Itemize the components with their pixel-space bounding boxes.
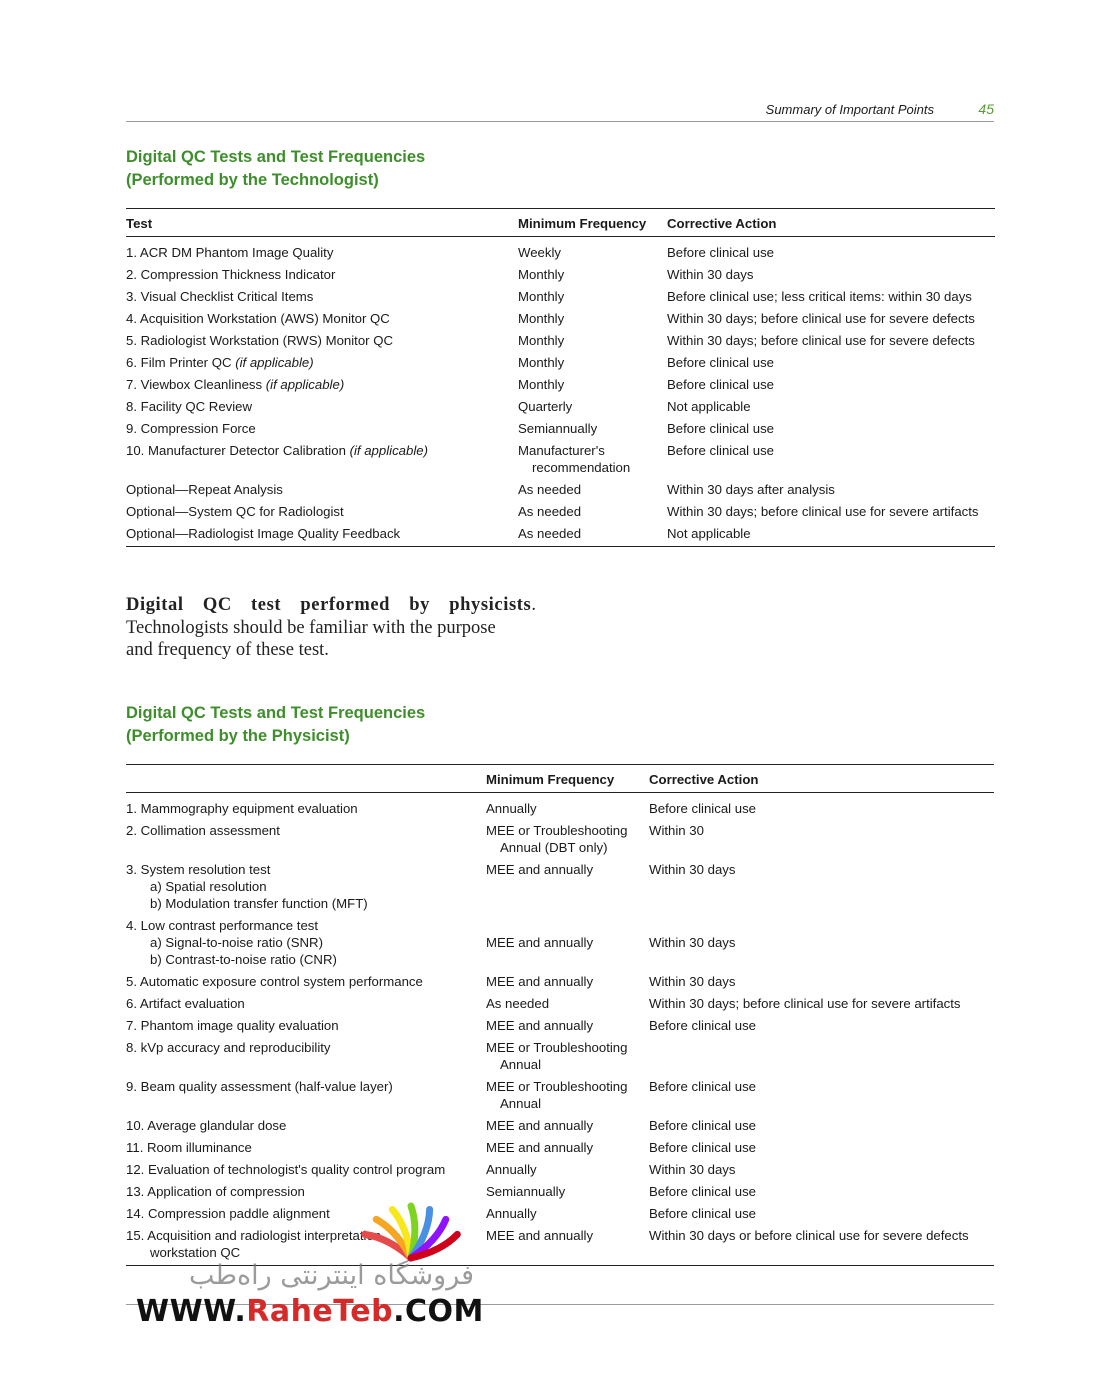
action-cell <box>667 286 995 308</box>
action-value: Within 30 days <box>667 267 754 282</box>
column-header-action: Corrective Action <box>649 765 994 793</box>
table-row <box>126 1076 994 1115</box>
table-row <box>126 523 995 547</box>
action-value: Not applicable <box>667 399 751 414</box>
action-value: Within 30 days after analysis <box>667 482 835 497</box>
section1-title-line1: Digital QC Tests and Test Frequencies <box>126 148 426 166</box>
test-cell <box>126 1015 486 1037</box>
frequency-cell <box>518 264 667 286</box>
action-value: Before clinical use <box>649 1018 757 1033</box>
table-row <box>126 993 994 1015</box>
table-row <box>126 396 995 418</box>
frequency-value: Annually <box>486 801 537 816</box>
table-row <box>126 479 995 501</box>
test-name: 5. Radiologist Workstation (RWS) Monitor QC <box>126 333 394 348</box>
section2-title <box>126 702 425 748</box>
test-name: 6. Film Printer QC <box>126 355 232 370</box>
test-cell <box>126 993 486 1015</box>
frequency-value-line2: Annual <box>500 1057 542 1072</box>
frequency-value: MEE and annually <box>486 862 594 877</box>
frequency-cell <box>486 1159 649 1181</box>
action-value: Before clinical use <box>649 801 757 816</box>
page-header <box>126 100 994 122</box>
frequency-value-line2: recommendation <box>532 460 631 475</box>
frequency-value-line2: Annual <box>500 1096 542 1111</box>
frequency-value: MEE or Troubleshooting <box>486 823 628 838</box>
frequency-cell <box>518 237 667 264</box>
action-value: Within 30 days; before clinical use for severe artifacts <box>667 504 979 519</box>
test-name: 7. Phantom image quality evaluation <box>126 1018 339 1033</box>
test-cell <box>126 264 518 286</box>
table-row <box>126 352 995 374</box>
test-name: Optional—System QC for Radiologist <box>126 504 344 519</box>
table-row <box>126 440 995 479</box>
test-note: (if applicable) <box>235 355 314 370</box>
test-name: 3. System resolution test <box>126 862 271 877</box>
frequency-value: Annually <box>486 1206 537 1221</box>
action-value: Within 30 days <box>649 974 736 989</box>
test-subitem: workstation QC <box>150 1245 241 1260</box>
test-name: 4. Acquisition Workstation (AWS) Monitor QC <box>126 311 390 326</box>
action-cell <box>667 237 995 264</box>
action-cell <box>649 1181 994 1203</box>
physicist-intro-paragraph <box>126 594 540 662</box>
test-name: 3. Visual Checklist Critical Items <box>126 289 314 304</box>
frequency-value: MEE and annually <box>486 1018 594 1033</box>
frequency-cell <box>518 479 667 501</box>
frequency-cell <box>518 440 667 479</box>
section2-title-line1: Digital QC Tests and Test Frequencies <box>126 704 426 722</box>
table-row <box>126 1015 994 1037</box>
frequency-cell <box>486 1115 649 1137</box>
test-cell <box>126 820 486 859</box>
table-row <box>126 264 995 286</box>
table-row <box>126 1115 994 1137</box>
watermark-url-prefix: WWW. <box>136 1294 247 1329</box>
frequency-value: Weekly <box>518 245 561 260</box>
test-name: 2. Compression Thickness Indicator <box>126 267 336 282</box>
action-value: Before clinical use; less critical items: within 30 days <box>667 289 972 304</box>
action-value: Before clinical use <box>667 443 775 458</box>
action-cell <box>649 1115 994 1137</box>
frequency-value-line2: Annual (DBT only) <box>500 840 608 855</box>
test-subitem: a) Signal-to-noise ratio (SNR) <box>150 935 323 950</box>
action-cell <box>667 396 995 418</box>
table-row <box>126 1159 994 1181</box>
test-cell <box>126 330 518 352</box>
action-cell <box>649 793 994 820</box>
technologist-qc-table <box>126 208 995 547</box>
section1-title-line2: (Performed by the Technologist) <box>126 171 379 189</box>
test-name: 1. ACR DM Phantom Image Quality <box>126 245 334 260</box>
table-row <box>126 859 994 915</box>
frequency-cell <box>518 501 667 523</box>
action-cell <box>649 1159 994 1181</box>
action-value: Before clinical use <box>649 1184 757 1199</box>
column-header-action: Corrective Action <box>667 209 995 237</box>
action-value: Within 30 days; before clinical use for severe defects <box>667 311 975 326</box>
action-cell <box>667 501 995 523</box>
action-value: Before clinical use <box>667 421 775 436</box>
table-row <box>126 501 995 523</box>
action-cell <box>667 479 995 501</box>
action-cell <box>667 418 995 440</box>
frequency-value: Monthly <box>518 311 565 326</box>
table-row <box>126 1137 994 1159</box>
action-cell <box>667 264 995 286</box>
action-cell <box>649 859 994 915</box>
frequency-cell <box>486 1037 649 1076</box>
frequency-cell <box>486 1181 649 1203</box>
test-cell <box>126 1159 486 1181</box>
frequency-cell <box>518 523 667 547</box>
action-cell <box>649 1225 994 1266</box>
frequency-value: MEE or Troubleshooting <box>486 1040 628 1055</box>
frequency-value: Monthly <box>518 377 565 392</box>
test-name: 4. Low contrast performance test <box>126 918 319 933</box>
section1-title <box>126 146 425 192</box>
test-cell <box>126 501 518 523</box>
table-header-row <box>126 765 994 793</box>
frequency-cell <box>518 352 667 374</box>
test-cell <box>126 793 486 820</box>
table-row <box>126 308 995 330</box>
frequency-cell <box>486 1076 649 1115</box>
test-name: 5. Automatic exposure control system performance <box>126 974 423 989</box>
action-value: Within 30 days <box>649 862 736 877</box>
test-cell <box>126 1115 486 1137</box>
frequency-value: MEE and annually <box>486 1118 594 1133</box>
action-value: Before clinical use <box>649 1118 757 1133</box>
column-header-frequency: Minimum Frequency <box>518 209 667 237</box>
frequency-value: Monthly <box>518 267 565 282</box>
action-cell <box>667 352 995 374</box>
table-row <box>126 237 995 264</box>
table-header-row <box>126 209 995 237</box>
action-value: Before clinical use <box>649 1206 757 1221</box>
frequency-cell <box>486 971 649 993</box>
test-subitem: b) Modulation transfer function (MFT) <box>150 896 368 911</box>
frequency-value: Monthly <box>518 355 565 370</box>
action-value: Within 30 days <box>649 1162 736 1177</box>
table-row <box>126 286 995 308</box>
action-cell <box>649 993 994 1015</box>
test-name: 1. Mammography equipment evaluation <box>126 801 358 816</box>
paragraph-line2: Technologists should be familiar with the purpose <box>126 617 496 638</box>
table-row <box>126 418 995 440</box>
test-cell <box>126 1137 486 1159</box>
book-fan-logo-icon <box>352 1198 470 1262</box>
frequency-value: MEE and annually <box>486 974 594 989</box>
column-header-test <box>126 765 486 793</box>
test-name: 7. Viewbox Cleanliness <box>126 377 263 392</box>
test-cell <box>126 308 518 330</box>
test-name: 10. Manufacturer Detector Calibration <box>126 443 346 458</box>
paragraph-lead: Digital QC test performed by physicists <box>126 595 532 615</box>
test-cell <box>126 971 486 993</box>
action-cell <box>649 1137 994 1159</box>
frequency-value: Annually <box>486 1162 537 1177</box>
frequency-value: As needed <box>486 996 550 1011</box>
test-subitem: a) Spatial resolution <box>150 879 267 894</box>
frequency-cell <box>486 915 649 971</box>
paragraph-line3: and frequency of these test. <box>126 640 329 660</box>
frequency-value: Quarterly <box>518 399 573 414</box>
test-name: 12. Evaluation of technologist's quality control program <box>126 1162 446 1177</box>
frequency-value: Monthly <box>518 289 565 304</box>
action-cell <box>649 1203 994 1225</box>
action-value: Within 30 days; before clinical use for severe artifacts <box>649 996 961 1011</box>
test-cell <box>126 915 486 971</box>
test-name: 9. Compression Force <box>126 421 256 436</box>
test-name: 9. Beam quality assessment (half-value layer) <box>126 1079 393 1094</box>
frequency-cell <box>486 793 649 820</box>
frequency-cell <box>486 859 649 915</box>
action-cell <box>649 1015 994 1037</box>
frequency-value: Monthly <box>518 333 565 348</box>
column-header-test: Test <box>126 209 518 237</box>
frequency-value: MEE and annually <box>486 934 594 950</box>
test-cell <box>126 286 518 308</box>
frequency-value: Semiannually <box>486 1184 566 1199</box>
running-title: Summary of Important Points <box>765 102 934 117</box>
action-cell <box>667 440 995 479</box>
physicist-qc-table <box>126 764 994 1266</box>
frequency-cell <box>486 993 649 1015</box>
test-name: 11. Room illuminance <box>126 1140 252 1155</box>
action-cell <box>667 374 995 396</box>
action-cell <box>649 1037 994 1076</box>
frequency-cell <box>518 286 667 308</box>
test-cell <box>126 237 518 264</box>
frequency-cell <box>486 1137 649 1159</box>
page-number: 45 <box>978 101 994 117</box>
action-value: Before clinical use <box>649 1140 757 1155</box>
test-subitem: b) Contrast-to-noise ratio (CNR) <box>150 952 337 967</box>
paragraph-lead-end: . <box>531 595 536 615</box>
test-cell <box>126 1037 486 1076</box>
action-value: Before clinical use <box>649 1079 757 1094</box>
action-value: Not applicable <box>667 526 751 541</box>
paragraph-line1 <box>126 594 540 617</box>
table-row <box>126 915 994 971</box>
test-name: 15. Acquisition and radiologist interpretation <box>126 1228 382 1243</box>
test-name: 6. Artifact evaluation <box>126 996 245 1011</box>
table-row <box>126 330 995 352</box>
test-name: 8. kVp accuracy and reproducibility <box>126 1040 331 1055</box>
frequency-cell <box>486 1203 649 1225</box>
watermark-url-brand: RaheTeb <box>246 1294 394 1329</box>
frequency-value: As needed <box>518 504 582 519</box>
test-cell <box>126 859 486 915</box>
test-cell <box>126 1076 486 1115</box>
column-header-frequency: Minimum Frequency <box>486 765 649 793</box>
frequency-cell <box>518 418 667 440</box>
test-cell <box>126 352 518 374</box>
frequency-value: MEE and annually <box>486 1140 594 1155</box>
watermark-url-suffix: .COM <box>393 1294 484 1329</box>
action-cell <box>667 523 995 547</box>
test-name: 13. Application of compression <box>126 1184 305 1199</box>
action-cell <box>649 971 994 993</box>
test-cell <box>126 396 518 418</box>
action-cell <box>667 330 995 352</box>
test-name: 8. Facility QC Review <box>126 399 253 414</box>
action-value: Before clinical use <box>667 377 775 392</box>
action-value: Within 30 <box>649 823 704 838</box>
table-row <box>126 971 994 993</box>
watermark-url <box>136 1294 484 1329</box>
action-value: Before clinical use <box>667 355 775 370</box>
action-cell <box>667 308 995 330</box>
test-cell <box>126 479 518 501</box>
frequency-cell <box>518 330 667 352</box>
frequency-value: Semiannually <box>518 421 598 436</box>
test-cell <box>126 418 518 440</box>
frequency-cell <box>518 308 667 330</box>
test-cell <box>126 440 518 479</box>
action-cell <box>649 820 994 859</box>
test-name: 10. Average glandular dose <box>126 1118 287 1133</box>
frequency-cell <box>518 396 667 418</box>
test-name: 14. Compression paddle alignment <box>126 1206 330 1221</box>
action-cell <box>649 1076 994 1115</box>
raheteb-watermark <box>130 1196 484 1336</box>
action-value: Within 30 days or before clinical use for severe defects <box>649 1228 969 1243</box>
frequency-cell <box>486 820 649 859</box>
table-row <box>126 1037 994 1076</box>
test-name: Optional—Repeat Analysis <box>126 482 283 497</box>
frequency-value: As needed <box>518 482 582 497</box>
frequency-value: As needed <box>518 526 582 541</box>
test-note: (if applicable) <box>349 443 429 458</box>
action-value: Before clinical use <box>667 245 775 260</box>
frequency-value: MEE or Troubleshooting <box>486 1079 628 1094</box>
action-value: Within 30 days; before clinical use for severe defects <box>667 333 975 348</box>
action-value: Within 30 days <box>649 934 736 950</box>
frequency-cell <box>486 1015 649 1037</box>
frequency-value: Manufacturer's <box>518 443 605 458</box>
test-cell <box>126 523 518 547</box>
table-row <box>126 820 994 859</box>
frequency-cell <box>486 1225 649 1266</box>
table-row <box>126 793 994 820</box>
action-cell <box>649 915 994 971</box>
frequency-value: MEE and annually <box>486 1228 594 1243</box>
frequency-cell <box>518 374 667 396</box>
test-name: 2. Collimation assessment <box>126 823 280 838</box>
test-note: (if applicable) <box>265 377 345 392</box>
section2-title-line2: (Performed by the Physicist) <box>126 727 350 745</box>
test-name: Optional—Radiologist Image Quality Feedback <box>126 526 401 541</box>
table-row <box>126 374 995 396</box>
watermark-persian-text: فروشگاه اینترنتی راه‌طب <box>189 1260 474 1291</box>
test-cell <box>126 374 518 396</box>
